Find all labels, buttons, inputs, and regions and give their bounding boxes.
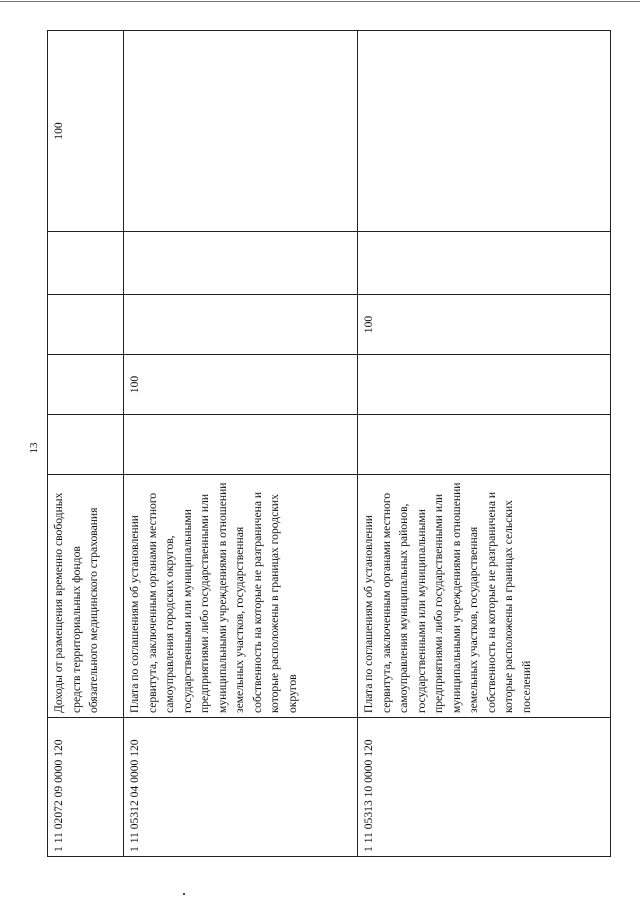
row-value [358, 355, 611, 415]
row-value: 100 [358, 295, 611, 355]
revenue-table [47, 30, 611, 857]
row-code: 1 11 02072 09 0000 120 [48, 718, 124, 857]
row-code: 1 11 05313 10 0000 120 [358, 718, 611, 857]
row-value [48, 415, 124, 475]
row-value [124, 415, 358, 475]
table-row [48, 31, 124, 857]
row-value [124, 31, 358, 232]
row-value [358, 415, 611, 475]
row-value [124, 295, 358, 355]
table-row [124, 31, 358, 857]
scan-speck [183, 893, 185, 895]
row-value [48, 232, 124, 295]
row-name: Доходы от размещения временно свободных средств территориальных фондов обязательного медицинского страхования [48, 475, 124, 718]
row-value [358, 232, 611, 295]
page-number: 13 [28, 442, 40, 454]
row-value [358, 31, 611, 232]
row-value [48, 355, 124, 415]
row-name: Плата по соглашениям об установлении сервитута, заключенным органами местного самоуправления городских округов, государственными или муниципальными предприятиями либо государственными или муниципальными учреждениями в отношении земельных участков, государственная собственность на которые не разграничена и которые расположены в границах городских округов [124, 475, 358, 718]
top-rule [0, 1, 640, 2]
row-name: Плата по соглашениям об установлении сервитута, заключенным органами местного самоуправления муниципальных районов, государственными или муниципальными предприятиями либо государственными или муниципальными учреждениями в отношении земельных участков, государственная собственность на которые не разграничена и которые расположены в границах сельских поселений [358, 475, 611, 718]
row-value: 100 [124, 355, 358, 415]
row-code: 1 11 05312 04 0000 120 [124, 718, 358, 857]
row-value [124, 232, 358, 295]
row-value: 100 [48, 31, 124, 232]
table-row [358, 31, 611, 857]
row-value [48, 295, 124, 355]
table-wrapper [47, 31, 610, 857]
